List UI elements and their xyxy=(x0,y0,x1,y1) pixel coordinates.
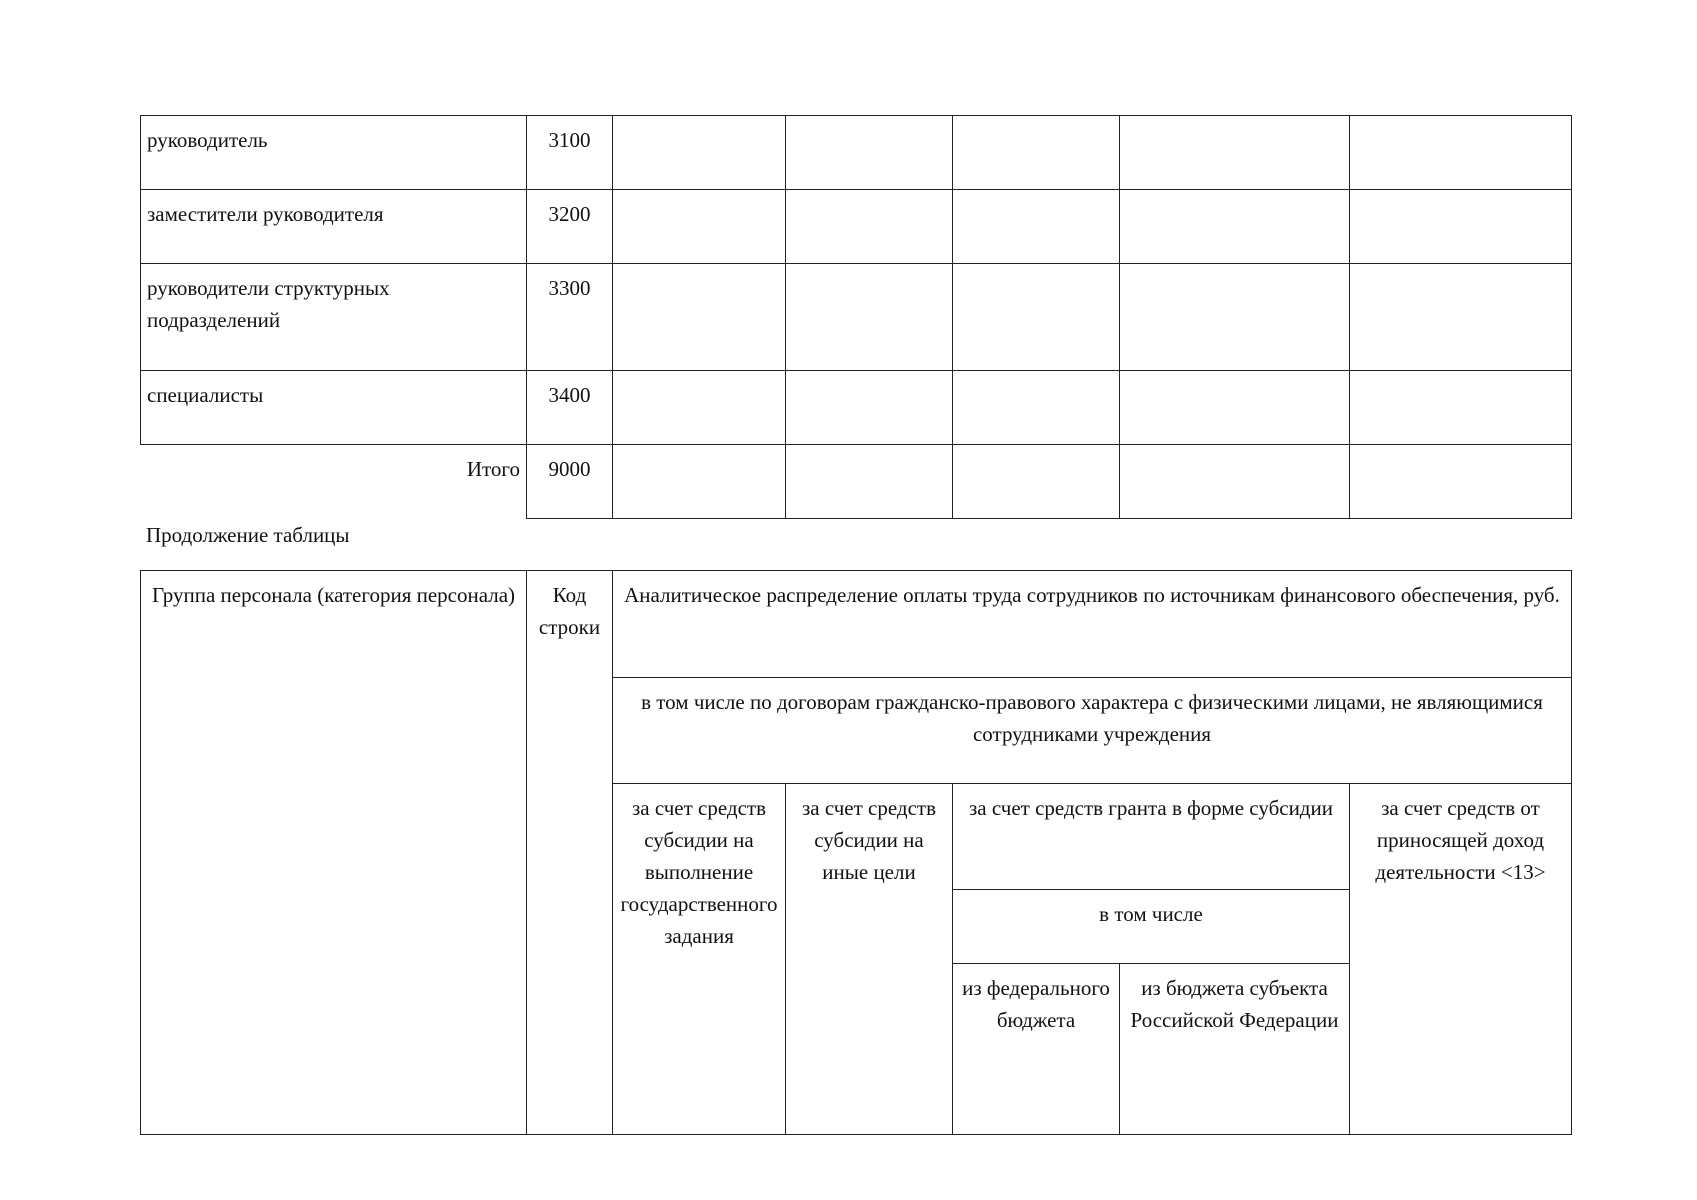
table-row xyxy=(141,371,1572,445)
value-cell xyxy=(953,116,1120,190)
value-cell xyxy=(953,264,1120,371)
total-code: 9000 xyxy=(527,445,613,519)
row-label: руководитель xyxy=(141,116,527,190)
value-cell xyxy=(1120,116,1350,190)
table-row xyxy=(141,190,1572,264)
value-cell xyxy=(786,445,953,519)
header-row xyxy=(141,571,1572,678)
continuation-label: Продолжение таблицы xyxy=(146,523,350,547)
header-grant: за счет средств гранта в форме субсидии xyxy=(953,784,1350,890)
row-label: руководители структурных подразделений xyxy=(141,264,527,371)
value-cell xyxy=(1350,190,1572,264)
value-cell xyxy=(1120,371,1350,445)
value-cell xyxy=(1350,445,1572,519)
value-cell xyxy=(953,445,1120,519)
header-code: Код строки xyxy=(527,571,613,1135)
row-code: 3100 xyxy=(527,116,613,190)
row-label: специалисты xyxy=(141,371,527,445)
header-subsidy-other: за счет средств субсидии на иные цели xyxy=(786,784,953,1135)
value-cell xyxy=(613,445,786,519)
value-cell xyxy=(1120,445,1350,519)
table-row xyxy=(141,264,1572,371)
value-cell xyxy=(786,264,953,371)
row-code: 3300 xyxy=(527,264,613,371)
header-including: в том числе xyxy=(953,890,1350,964)
value-cell xyxy=(613,116,786,190)
value-cell xyxy=(1350,116,1572,190)
value-cell xyxy=(786,116,953,190)
value-cell xyxy=(953,371,1120,445)
row-code: 3200 xyxy=(527,190,613,264)
value-cell xyxy=(613,190,786,264)
value-cell xyxy=(1350,371,1572,445)
value-cell xyxy=(786,371,953,445)
total-row xyxy=(141,445,1572,519)
header-subsidy-state-task: за счет средств субсидии на выполнение государственного задания xyxy=(613,784,786,1135)
staff-table-header xyxy=(140,570,1572,1135)
header-contracts: в том числе по договорам гражданско-правового характера с физическими лицами, не являющимися сотрудниками учреждения xyxy=(613,678,1572,784)
value-cell xyxy=(1120,190,1350,264)
row-label: заместители руководителя xyxy=(141,190,527,264)
header-federal: из федерального бюджета xyxy=(953,964,1120,1135)
table-row xyxy=(141,116,1572,190)
value-cell xyxy=(613,371,786,445)
header-analytic: Аналитическое распределение оплаты труда сотрудников по источникам финансового обеспечения, руб. xyxy=(613,571,1572,678)
row-code: 3400 xyxy=(527,371,613,445)
value-cell xyxy=(786,190,953,264)
header-group: Группа персонала (категория персонала) xyxy=(141,571,527,1135)
value-cell xyxy=(953,190,1120,264)
value-cell xyxy=(1120,264,1350,371)
header-income: за счет средств от приносящей доход деятельности <13> xyxy=(1350,784,1572,1135)
header-regional: из бюджета субъекта Российской Федерации xyxy=(1120,964,1350,1135)
value-cell xyxy=(1350,264,1572,371)
value-cell xyxy=(613,264,786,371)
total-label: Итого xyxy=(141,445,527,519)
staff-table-top xyxy=(140,115,1572,519)
